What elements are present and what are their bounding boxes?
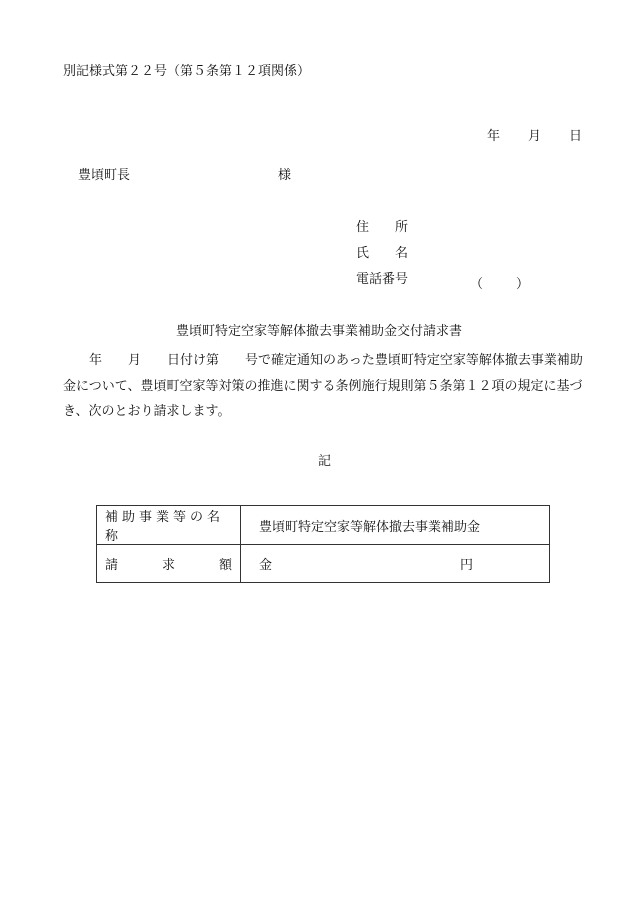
addressee-honorific: 様	[278, 168, 292, 183]
date-year: 年	[486, 129, 500, 144]
amount-prefix: 金	[259, 558, 273, 573]
table-row	[97, 506, 550, 545]
claim-amount-label	[97, 545, 241, 583]
date-line	[479, 117, 582, 143]
project-name-value: 豊頃町特定空家等解体撤去事業補助金	[241, 506, 550, 545]
claim-amount-value[interactable]	[241, 545, 550, 583]
address-label: 住 所	[356, 220, 409, 235]
addressee-name: 豊頃町長	[78, 168, 131, 183]
sender-address-row	[356, 221, 456, 234]
claim-amount-char-2: 求	[161, 558, 175, 573]
ki-marker: 記	[318, 454, 332, 469]
phone-paren-close: ）	[516, 277, 530, 292]
claim-amount-char-3: 額	[218, 558, 232, 573]
project-name-label: 補助事業等の名称	[97, 506, 241, 545]
sender-phone-row	[356, 273, 456, 286]
sender-name-row	[356, 247, 456, 260]
table-row	[97, 545, 550, 583]
phone-label: 電話番号	[356, 272, 409, 287]
form-number: 別記様式第２２号（第５条第１２項関係）	[63, 64, 311, 79]
phone-paren-open: （	[470, 277, 484, 292]
name-label: 氏 名	[356, 246, 409, 261]
date-day: 日	[568, 129, 582, 144]
date-month: 月	[527, 129, 541, 144]
sender-block	[356, 220, 409, 287]
amount-suffix: 円	[459, 558, 473, 573]
document-title: 豊頃町特定空家等解体撤去事業補助金交付請求書	[176, 324, 463, 339]
body-paragraph: 年 月 日付け第 号で確定通知のあった豊頃町特定空家等解体撤去事業補助金について、豊頃町空家等対策の推進に関する条例施行規則第５条第１２項の規定に基づき、次のとおり請求します。	[63, 353, 583, 419]
claim-table	[96, 505, 550, 583]
claim-amount-char-1: 請	[105, 558, 119, 573]
